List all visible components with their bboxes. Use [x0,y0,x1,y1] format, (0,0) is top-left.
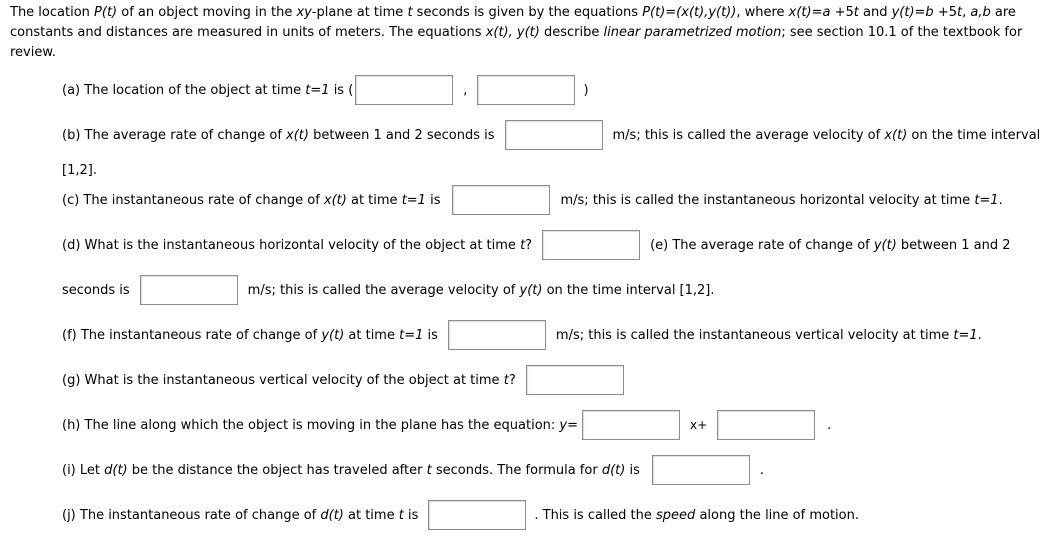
part-d-text: (d) What is the instantaneous horizontal velocity of the object at time t? [62,237,533,253]
answer-h-slope-input[interactable] [582,410,680,440]
answer-i-input[interactable] [652,455,750,485]
part-j-text: (j) The instantaneous rate of change of d(t) at time t is [62,507,419,523]
part-f-text: (f) The instantaneous rate of change of y(t) at time t=1 is [62,327,438,343]
part-g-text: (g) What is the instantaneous vertical velocity of the object at time t? [62,372,516,388]
part-b-interval: [1,2]. [62,163,97,178]
answer-g-input[interactable] [526,365,624,395]
part-a-text: (a) The location of the object at time t=1 is ( [62,82,354,98]
part-c-suffix: m/s; this is called the instantaneous horizontal velocity at time t=1. [560,192,1003,208]
close-paren-text: ) [583,82,589,98]
part-b-suffix: m/s; this is called the average velocity of x(t) on the time interval [612,127,1041,143]
part-g [62,363,624,397]
part-e [62,273,715,307]
part-d [62,228,1011,262]
answer-a-x-input[interactable] [355,75,453,105]
answer-a-y-input[interactable] [477,75,575,105]
answer-c-input[interactable] [452,185,550,215]
part-j [62,498,859,532]
part-e-text: (e) The average rate of change of y(t) between 1 and 2 [650,237,1011,253]
answer-f-input[interactable] [448,320,546,350]
answer-b-input[interactable] [505,120,603,150]
part-f [62,318,982,352]
period-text: . [827,417,832,433]
part-h [62,408,831,442]
answer-j-input[interactable] [428,500,526,530]
period-text: . [759,462,764,478]
answer-d-input[interactable] [542,230,640,260]
answer-e-input[interactable] [140,275,238,305]
answer-h-intercept-input[interactable] [717,410,815,440]
problem-statement: The location P(t) of an object moving in the xy-plane at time t seconds is given by the equations P(t)=(x(t),y(t)), where x(t)=a +5t and y(t)=b +5t, a,b are constants and distances are measured in units of meters. The equations x(t), y(t) describe linear parametrized motion; see section 10.1 of the textbook for review. [10,5,1023,60]
part-a [62,73,589,107]
part-c-text: (c) The instantaneous rate of change of x(t) at time t=1 is [62,192,441,208]
part-j-suffix: . This is called the speed along the line of motion. [534,507,859,523]
part-f-suffix: m/s; this is called the instantaneous vertical velocity at time t=1. [555,327,982,343]
part-c [62,183,1003,217]
part-h-text: (h) The line along which the object is moving in the plane has the equation: y= [62,417,579,433]
part-b [62,118,1040,152]
part-i [62,453,764,487]
part-i-text: (i) Let d(t) be the distance the object has traveled after t seconds. The formula for d(t) is [62,462,640,478]
part-b-text: (b) The average rate of change of x(t) between 1 and 2 seconds is [62,127,495,143]
comma-text: , [463,82,468,98]
x-plus-text: x+ [690,418,708,432]
part-e-suffix: m/s; this is called the average velocity of y(t) on the time interval [1,2]. [247,282,715,298]
part-e-lead: seconds is [62,282,130,298]
